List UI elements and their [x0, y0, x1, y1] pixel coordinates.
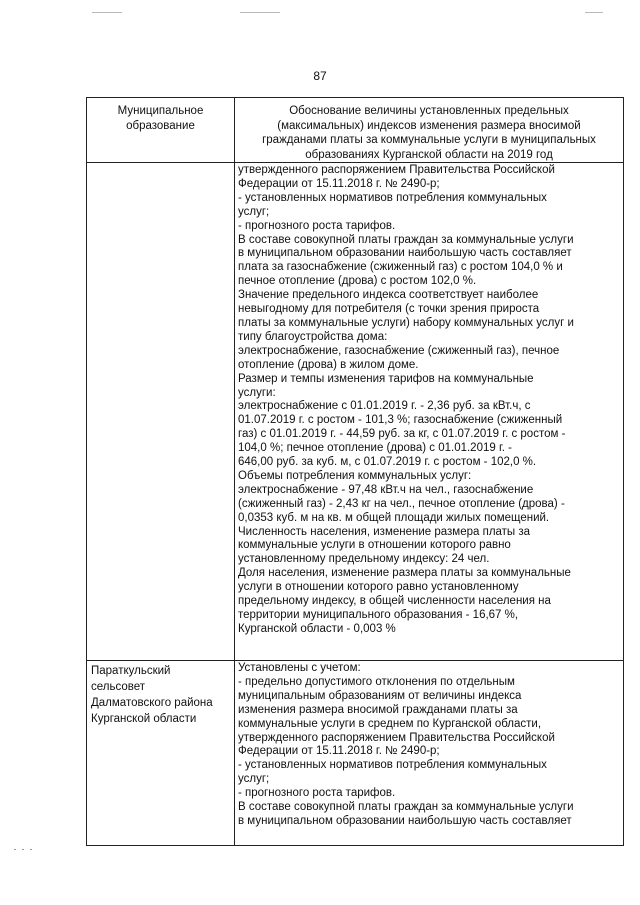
text-line: утвержденного распоряжением Правительства Российской	[238, 731, 555, 744]
text-line: услуг;	[238, 773, 270, 786]
text-line: Доля населения, изменение размера платы за коммунальные	[238, 567, 571, 580]
text-line: В составе совокупной платы граждан за коммунальные услуги	[238, 233, 574, 246]
municipality-line: Далматовского района	[91, 697, 213, 709]
justification-cell	[235, 661, 624, 846]
text-line: платы за коммунальные услуги) набору коммунальных услуг и	[238, 316, 574, 329]
text-line: Численность населения, изменение размера платы за	[238, 525, 531, 538]
header-municipality-cell	[87, 98, 235, 163]
text-line: печное отопление (дрова) с ростом 102,0 %.	[238, 275, 477, 288]
tariff-justification-table	[86, 97, 624, 846]
scan-artifact-left-edge	[14, 849, 16, 850]
text-line: территории муниципального образования - 16,67 %,	[238, 609, 519, 621]
text-line: в муниципальном образовании наибольшую часть составляет	[238, 814, 572, 827]
page-number: 87	[313, 69, 327, 83]
text-line: услуги в отношении которого равно установленному	[238, 581, 519, 594]
text-line: (сжиженный газ) - 2,43 кг на чел., печное отопление (дрова) -	[238, 497, 565, 510]
scan-artifact-left-edge-2	[22, 849, 24, 850]
text-line: электроснабжение - 97,48 кВт.ч на чел., газоснабжение	[238, 483, 534, 496]
text-line: невыгодному для потребителя (с точки зрения прироста	[238, 303, 540, 316]
table-row	[87, 163, 624, 661]
text-line: - прогнозного роста тарифов.	[238, 219, 396, 232]
scan-artifact-left-edge-3	[30, 849, 32, 850]
header-line: (максимальных) индексов изменения размера вносимой	[277, 119, 581, 132]
text-line: в муниципальном образовании наибольшую часть составляет	[238, 247, 572, 260]
text-line: коммунальные услуги в отношении которого равно	[238, 539, 511, 552]
text-line: Значение предельного индекса соответствует наиболее	[238, 289, 539, 302]
text-line: 01.07.2019 г. с ростом - 101,3 %; газоснабжение (сжиженный	[238, 414, 563, 427]
text-line: Установлены с учетом:	[238, 662, 361, 674]
text-line: типу благоустройства дома:	[238, 330, 388, 343]
text-line: В составе совокупной платы граждан за коммунальные услуги	[238, 801, 574, 814]
justification-text	[235, 661, 623, 831]
text-line: изменения размера вносимой гражданами платы за	[238, 703, 518, 716]
text-line: отопление (дрова) в жилом доме.	[238, 358, 419, 371]
header-justification-cell	[235, 98, 624, 163]
text-line: электроснабжение, газоснабжение (сжиженный газ), печное	[238, 344, 560, 357]
municipality-line: сельсовет	[91, 681, 146, 693]
municipality-name	[87, 661, 234, 729]
municipality-line: Курганской области	[91, 713, 197, 725]
text-line: Федерации от 15.11.2018 г. № 2490-р;	[238, 177, 440, 190]
text-line: 104,0 %; печное отопление (дрова) с 01.01.2019 г. -	[238, 442, 512, 455]
table-header-row	[87, 98, 624, 163]
municipality-line: Параткульский	[91, 665, 171, 677]
municipality-cell	[87, 163, 235, 661]
header-line: гражданами платы за коммунальные услуги в муниципальных	[262, 134, 596, 146]
text-line: муниципальным образованиям от величины индекса	[238, 689, 522, 702]
text-line: коммунальные услуги в среднем по Курганской области,	[238, 717, 542, 730]
text-line: услуг;	[238, 205, 270, 218]
municipality-name	[87, 163, 234, 167]
text-line: Курганской области - 0,003 %	[238, 622, 396, 635]
text-line: предельному индексу, в общей численности населения на	[238, 595, 551, 608]
header-justification	[235, 98, 623, 162]
text-line: утвержденного распоряжением Правительства Российской	[238, 164, 555, 176]
justification-cell	[235, 163, 624, 661]
text-line: - установленных нормативов потребления коммунальных	[238, 759, 547, 772]
scan-artifact-top-left	[92, 12, 122, 13]
text-line: 646,00 руб. за куб. м, с 01.07.2019 г. с ростом - 102,0 %.	[238, 456, 537, 469]
scan-artifact-top-mid	[240, 12, 280, 13]
text-line: - установленных нормативов потребления коммунальных	[238, 191, 547, 204]
text-line: газ) с 01.01.2019 г. - 44,59 руб. за кг, с 01.07.2019 г. с ростом -	[238, 428, 566, 441]
header-line: образованиях Курганской области на 2019 год	[305, 148, 553, 161]
text-line: электроснабжение с 01.01.2019 г. - 2,36 руб. за кВт.ч, с	[238, 400, 531, 413]
justification-text	[235, 163, 623, 639]
scan-artifact-top-right	[585, 12, 603, 13]
header-line: образование	[126, 119, 195, 132]
text-line: услуги:	[238, 386, 276, 399]
header-line: Обоснование величины установленных предельных	[289, 105, 569, 117]
text-line: Объемы потребления коммунальных услуг:	[238, 469, 472, 482]
municipality-cell	[87, 661, 235, 846]
table-row	[87, 661, 624, 846]
text-line: 0,0353 куб. м на кв. м общей площади жилых помещений.	[238, 511, 550, 524]
text-line: плата за газоснабжение (сжиженный газ) с ростом 104,0 % и	[238, 261, 563, 274]
text-line: - предельно допустимого отклонения по отдельным	[238, 675, 515, 688]
text-line: установленному предельному индексу: 24 чел.	[238, 553, 490, 566]
header-line: Муниципальное	[117, 105, 204, 117]
text-line: Федерации от 15.11.2018 г. № 2490-р;	[238, 745, 440, 758]
text-line: Размер и темпы изменения тарифов на коммунальные	[238, 372, 534, 385]
text-line: - прогнозного роста тарифов.	[238, 787, 396, 800]
header-municipality	[87, 98, 234, 133]
